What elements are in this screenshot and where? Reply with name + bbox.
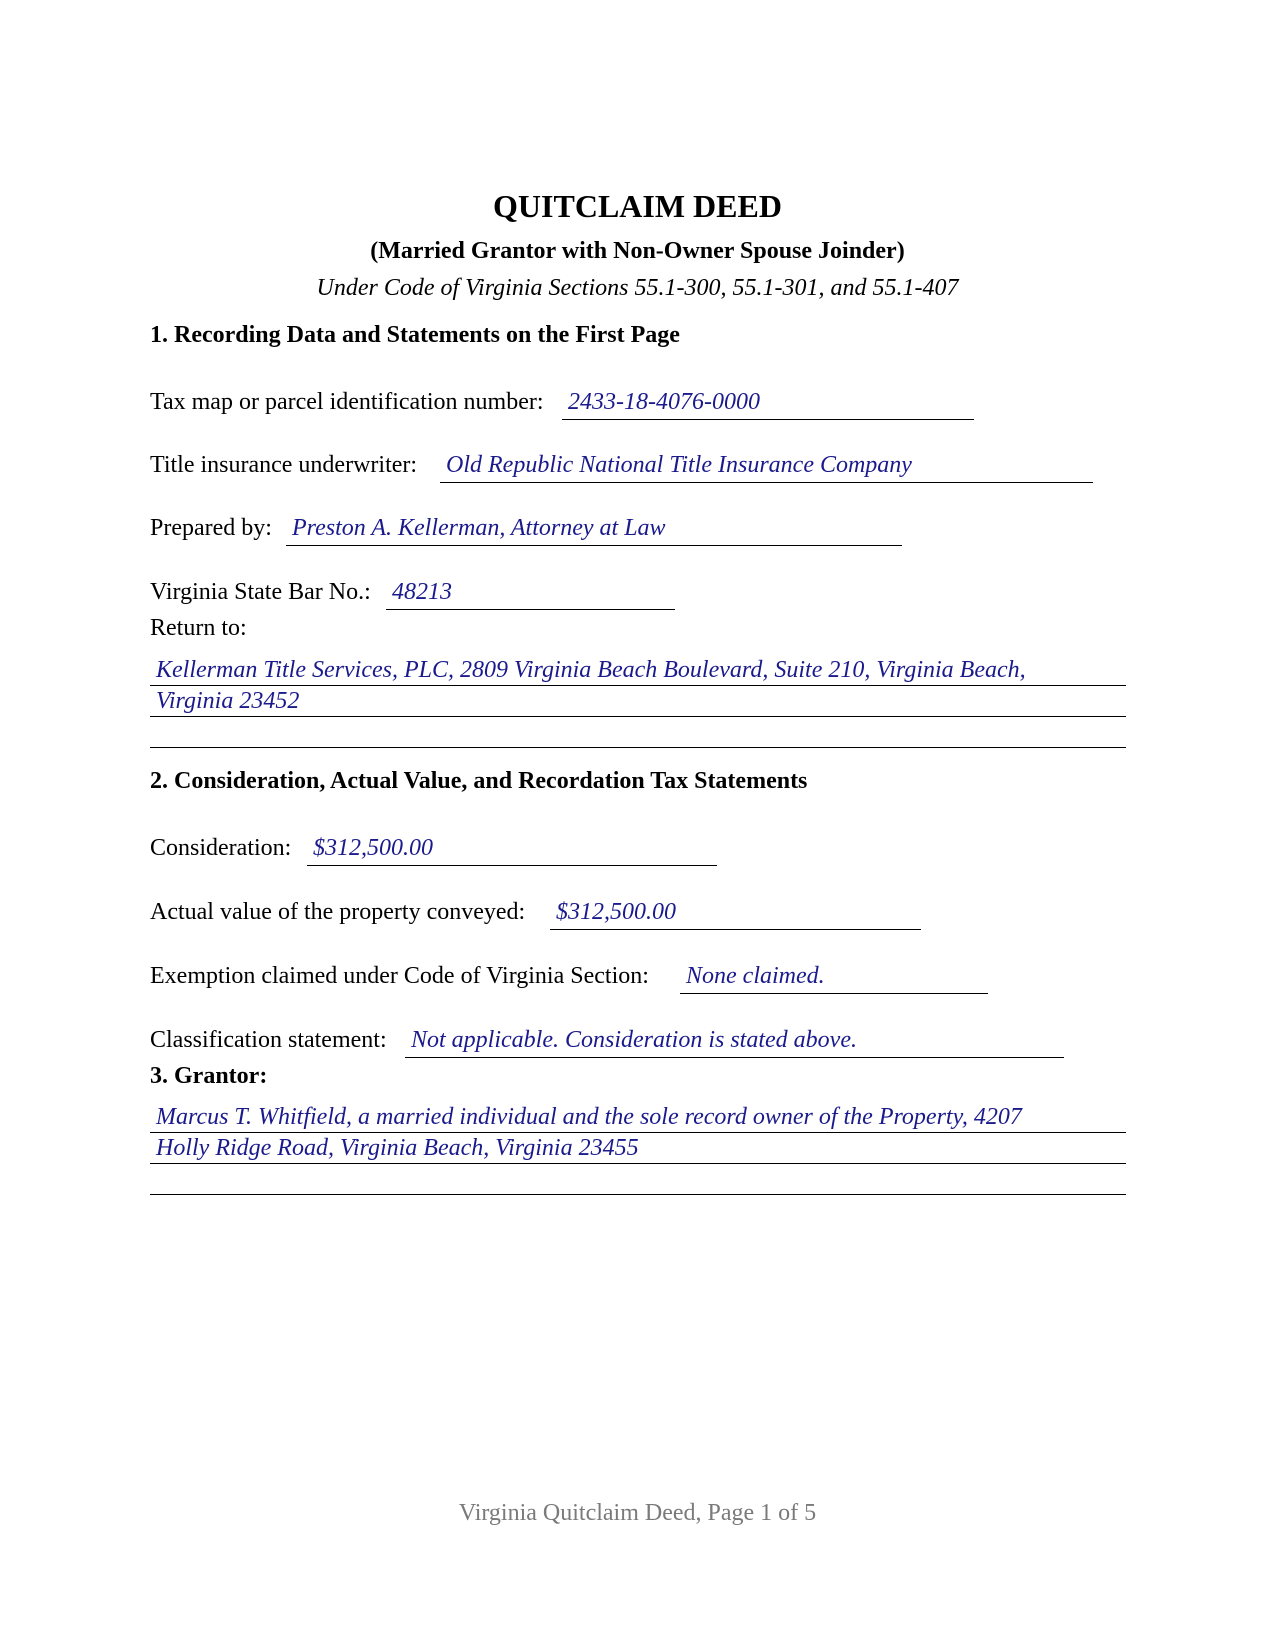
classification-label: Classification statement: bbox=[150, 1027, 387, 1053]
bar-no-label: Virginia State Bar No.: bbox=[150, 579, 371, 605]
grantor-line-2[interactable]: Holly Ridge Road, Virginia Beach, Virginia 23455 bbox=[150, 1133, 1126, 1164]
tax-map-label: Tax map or parcel identification number: bbox=[150, 389, 544, 415]
prepared-by-label: Prepared by: bbox=[150, 515, 272, 541]
return-to-line-2[interactable]: Virginia 23452 bbox=[150, 686, 1126, 717]
underwriter-field[interactable]: Old Republic National Title Insurance Company bbox=[440, 450, 1093, 483]
grantor-line-3[interactable] bbox=[150, 1164, 1126, 1195]
document-subtitle: (Married Grantor with Non-Owner Spouse Joinder) bbox=[370, 238, 905, 264]
actual-value-field[interactable]: $312,500.00 bbox=[550, 897, 921, 930]
page-footer: Virginia Quitclaim Deed, Page 1 of 5 bbox=[458, 1500, 817, 1526]
section-3-heading: 3. Grantor: bbox=[150, 1063, 268, 1089]
return-to-label: Return to: bbox=[150, 615, 247, 641]
classification-field[interactable]: Not applicable. Consideration is stated above. bbox=[405, 1025, 1064, 1058]
consideration-label: Consideration: bbox=[150, 835, 292, 861]
document-title: QUITCLAIM DEED bbox=[493, 188, 782, 224]
actual-value-label: Actual value of the property conveyed: bbox=[150, 899, 526, 925]
exemption-label: Exemption claimed under Code of Virginia Section: bbox=[150, 963, 649, 989]
prepared-by-field[interactable]: Preston A. Kellerman, Attorney at Law bbox=[286, 513, 902, 546]
section-2-heading: 2. Consideration, Actual Value, and Recordation Tax Statements bbox=[150, 768, 808, 794]
return-to-field[interactable] bbox=[150, 655, 1126, 748]
grantor-field[interactable] bbox=[150, 1102, 1126, 1195]
grantor-line-1[interactable]: Marcus T. Whitfield, a married individual and the sole record owner of the Property, 4207 bbox=[150, 1102, 1126, 1133]
bar-no-field[interactable]: 48213 bbox=[386, 577, 675, 610]
consideration-field[interactable]: $312,500.00 bbox=[307, 833, 717, 866]
statute-reference: Under Code of Virginia Sections 55.1-300, 55.1-301, and 55.1-407 bbox=[316, 275, 959, 301]
underwriter-label: Title insurance underwriter: bbox=[150, 452, 418, 478]
return-to-line-1[interactable]: Kellerman Title Services, PLC, 2809 Virginia Beach Boulevard, Suite 210, Virginia Beach, bbox=[150, 655, 1126, 686]
return-to-line-3[interactable] bbox=[150, 717, 1126, 748]
tax-map-field[interactable]: 2433-18-4076-0000 bbox=[562, 387, 974, 420]
exemption-field[interactable]: None claimed. bbox=[680, 961, 988, 994]
section-1-heading: 1. Recording Data and Statements on the First Page bbox=[150, 322, 680, 348]
